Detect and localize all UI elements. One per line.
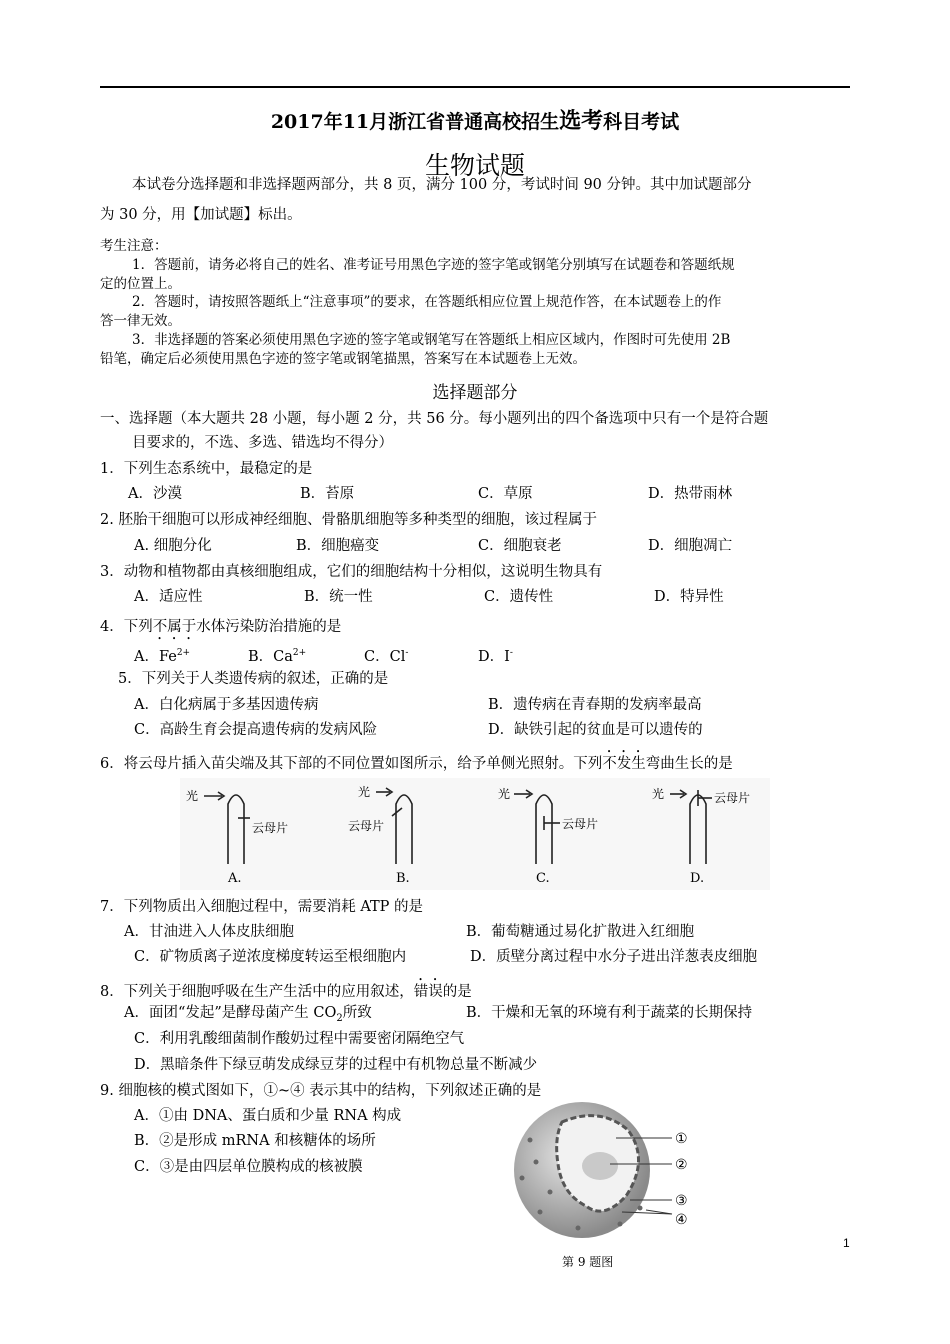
notice-heading: 考生注意： bbox=[100, 238, 168, 254]
section-title: 选择题部分 bbox=[432, 383, 518, 403]
q9-nucleus-figure bbox=[500, 1100, 710, 1270]
q5-stem: 5．下列关于人类遗传病的叙述，正确的是 bbox=[118, 671, 389, 687]
q7-option-a: A．甘油进入人体皮肤细胞 bbox=[124, 924, 294, 940]
q3-option-b: B．统一性 bbox=[304, 589, 373, 605]
q8-option-b: B．干燥和无氧的环境有利于蔬菜的长期保持 bbox=[466, 1005, 753, 1021]
q5-option-a: A．白化病属于多基因遗传病 bbox=[134, 697, 319, 713]
q1-option-a: A．沙漠 bbox=[128, 486, 182, 502]
q9-option-b: B．②是形成 mRNA 和核糖体的场所 bbox=[134, 1133, 376, 1149]
q4-option-c: C．Cl- bbox=[364, 648, 409, 665]
label-1: ① bbox=[675, 1131, 688, 1147]
fig-label-c: C. bbox=[536, 871, 550, 886]
notice-1a: 1．答题前，请务必将自己的姓名、准考证号用黑色字迹的签字笔或钢笔分别填写在试题卷和答题纸规 bbox=[132, 257, 735, 273]
q5-option-d: D．缺铁引起的贫血是可以遗传的 bbox=[488, 722, 703, 738]
q3-option-a: A．适应性 bbox=[134, 589, 203, 605]
q3-stem: 3．动物和植物都由真核细胞组成，它们的细胞结构十分相似，这说明生物具有 bbox=[100, 564, 603, 580]
q2-option-a: A. 细胞分化 bbox=[134, 538, 212, 554]
emphasis-dots: 错误 bbox=[413, 984, 443, 1000]
q7-option-c: C．矿物质离子逆浓度梯度转运至根细胞内 bbox=[134, 949, 407, 965]
top-rule bbox=[100, 86, 850, 88]
q7-option-b: B．葡萄糖通过易化扩散进入红细胞 bbox=[466, 924, 695, 940]
q4-option-b: B．$Ca^{2+}$ bbox=[248, 648, 307, 665]
q6-stem: 6．将云母片插入苗尖端及其下部的不同位置如图所示，给予单侧光照射。下列不发生弯曲生长的是 bbox=[100, 756, 733, 772]
figure-caption: 第 9 题图 bbox=[562, 1255, 614, 1269]
fig-label-b: B. bbox=[396, 871, 410, 886]
q8-stem: 8．下列关于细胞呼吸在生产生活中的应用叙述，错误的是 bbox=[100, 984, 472, 1000]
q6-figure bbox=[180, 778, 770, 890]
q4-option-a: A．$Fe^{2+}$ bbox=[134, 648, 191, 665]
q1-option-c: C．草原 bbox=[478, 486, 533, 502]
notice-3a: 3．非选择题的答案必须使用黑色字迹的签字笔或钢笔写在答题纸上相应区域内，作图时可先使用 2B bbox=[132, 332, 731, 348]
part1-line-1: 一、选择题（本大题共 28 小题，每小题 2 分，共 56 分。每小题列出的四个备选项中只有一个是符合题 bbox=[100, 411, 769, 427]
q3-option-d: D．特异性 bbox=[654, 589, 724, 605]
q2-option-c: C．细胞衰老 bbox=[478, 538, 562, 554]
part1-line-2: 目要求的，不选、多选、错选均不得分） bbox=[132, 435, 393, 451]
mica-label-c: 云母片 bbox=[562, 817, 599, 831]
fig-label-a: A. bbox=[228, 871, 242, 886]
notice-2a: 2．答题时，请按照答题纸上“注意事项”的要求，在答题纸相应位置上规范作答，在本试题卷上的作 bbox=[132, 294, 722, 310]
q9-option-c: C．③是由四层单位膜构成的核被膜 bbox=[134, 1159, 363, 1175]
exam-title: 2017年11月浙江省普通高校招生选考科目考试 bbox=[270, 108, 680, 134]
mica-label-d: 云母片 bbox=[714, 791, 751, 805]
mica-label-a: 云母片 bbox=[252, 821, 289, 835]
emphasis-dots: 不属于 bbox=[152, 619, 197, 635]
q8-option-c: C．利用乳酸细菌制作酸奶过程中需要密闭隔绝空气 bbox=[134, 1031, 465, 1047]
q8-option-a: A．面团“发起”是酵母菌产生 $CO_2$所致 bbox=[124, 1005, 372, 1024]
intro-line-1: 本试卷分选择题和非选择题两部分，共 8 页，满分 100 分，考试时间 90 分钟。其中加试题部分 bbox=[132, 177, 752, 193]
q5-option-b: B．遗传病在青春期的发病率最高 bbox=[488, 697, 702, 713]
q9-stem: 9. 细胞核的模式图如下，①~④ 表示其中的结构，下列叙述正确的是 bbox=[100, 1083, 542, 1099]
intro-line-2: 为 30 分，用【加试题】标出。 bbox=[100, 207, 302, 223]
mica-label-b: 云母片 bbox=[348, 819, 385, 833]
label-4: ④ bbox=[675, 1212, 688, 1228]
q2-stem: 2. 胚胎干细胞可以形成神经细胞、骨骼肌细胞等多种类型的细胞，该过程属于 bbox=[100, 512, 597, 528]
q7-stem: 7．下列物质出入细胞过程中，需要消耗 ATP 的是 bbox=[100, 899, 424, 915]
q1-option-b: B．苔原 bbox=[300, 486, 355, 502]
label-2: ② bbox=[675, 1157, 688, 1173]
label-3: ③ bbox=[675, 1193, 688, 1209]
page-number: 1 bbox=[843, 1236, 850, 1250]
q9-option-a: A．①由 DNA、蛋白质和少量 RNA 构成 bbox=[134, 1108, 402, 1124]
q5-option-c: C．高龄生育会提高遗传病的发病风险 bbox=[134, 722, 378, 738]
q1-option-d: D．热带雨林 bbox=[648, 486, 733, 502]
q7-option-d: D．质壁分离过程中水分子进出洋葱表皮细胞 bbox=[470, 949, 758, 965]
q1-stem: 1．下列生态系统中，最稳定的是 bbox=[100, 461, 313, 477]
light-label-d: 光 bbox=[652, 787, 665, 801]
light-label-a: 光 bbox=[186, 789, 199, 803]
nucleolus bbox=[582, 1152, 618, 1180]
q4-stem: 4．下列不属于水体污染防治措施的是 bbox=[100, 619, 342, 635]
notice-2b: 答一律无效。 bbox=[100, 313, 181, 329]
q2-option-b: B．细胞癌变 bbox=[296, 538, 380, 554]
exam-subtitle: 生物试题 bbox=[424, 151, 525, 180]
q3-option-c: C．遗传性 bbox=[484, 589, 554, 605]
q8-option-d: D．黑暗条件下绿豆萌发成绿豆芽的过程中有机物总量不断减少 bbox=[134, 1057, 538, 1073]
fig-label-d: D. bbox=[690, 871, 705, 886]
notice-3b: 铅笔，确定后必须使用黑色字迹的签字笔或钢笔描黑，答案写在本试题卷上无效。 bbox=[100, 351, 586, 367]
light-label-b: 光 bbox=[358, 785, 371, 799]
light-label-c: 光 bbox=[498, 787, 511, 801]
q2-option-d: D．细胞凋亡 bbox=[648, 538, 733, 554]
notice-1b: 定的位置上。 bbox=[100, 276, 181, 292]
emphasis-dots: 不发生 bbox=[602, 756, 646, 772]
q4-option-d: D．I- bbox=[478, 648, 513, 665]
